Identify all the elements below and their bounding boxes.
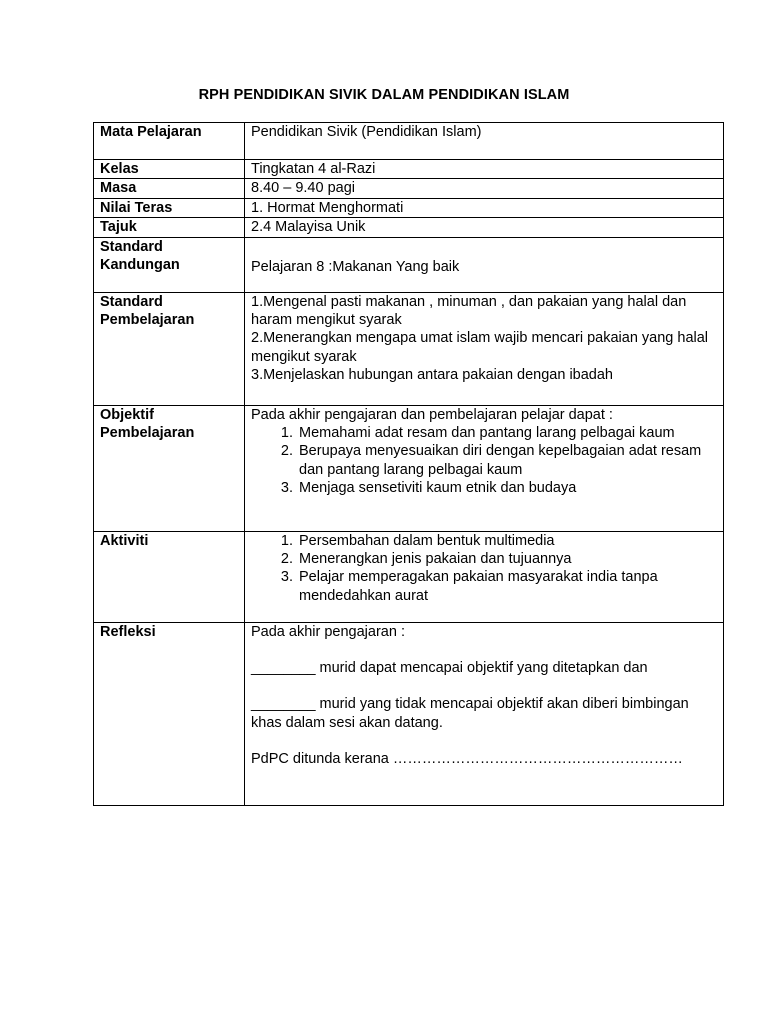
page-title: RPH PENDIDIKAN SIVIK DALAM PENDIDIKAN ISLAM bbox=[198, 87, 570, 103]
label-standard-pembelajaran-line2: Pembelajaran bbox=[100, 312, 195, 329]
label-masa: Masa bbox=[94, 179, 245, 198]
label-aktiviti: Aktiviti bbox=[94, 531, 245, 622]
row-masa bbox=[94, 179, 724, 198]
row-nilai-teras bbox=[94, 198, 724, 217]
value-kelas: Tingkatan 4 al-Razi bbox=[245, 160, 724, 179]
rph-table bbox=[93, 122, 724, 806]
value-refleksi bbox=[245, 622, 724, 805]
label-standard-kandungan bbox=[94, 237, 245, 292]
aktiviti-item: 3. Pelajar memperagakan pakaian masyarakat india tanpa mendedahkan aurat bbox=[297, 568, 717, 605]
row-refleksi bbox=[94, 622, 724, 805]
value-tajuk: 2.4 Malayisa Unik bbox=[245, 218, 724, 237]
refleksi-line2: ________ murid dapat mencapai objektif yang ditetapkan dan bbox=[251, 660, 648, 677]
refleksi-line4: PdPC ditunda kerana …………………………………………………… bbox=[251, 751, 683, 768]
aktiviti-list bbox=[251, 532, 717, 606]
label-objektif-pembelajaran-line1: Objektif bbox=[100, 406, 154, 423]
value-aktiviti bbox=[245, 531, 724, 622]
aktiviti-item: 2. Menerangkan jenis pakaian dan tujuannya bbox=[297, 550, 717, 568]
label-nilai-teras: Nilai Teras bbox=[94, 198, 245, 217]
standard-pembelajaran-item: 3.Menjelaskan hubungan antara pakaian dengan ibadah bbox=[251, 367, 613, 384]
label-kelas: Kelas bbox=[94, 160, 245, 179]
row-objektif-pembelajaran bbox=[94, 405, 724, 531]
value-mata-pelajaran: Pendidikan Sivik (Pendidikan Islam) bbox=[245, 123, 724, 160]
value-nilai-teras: 1. Hormat Menghormati bbox=[245, 198, 724, 217]
value-standard-kandungan bbox=[245, 237, 724, 292]
label-standard-kandungan-line1: Standard bbox=[100, 238, 163, 255]
row-standard-kandungan bbox=[94, 237, 724, 292]
label-standard-kandungan-line2: Kandungan bbox=[100, 257, 180, 274]
row-mata-pelajaran bbox=[94, 123, 724, 160]
row-standard-pembelajaran bbox=[94, 292, 724, 405]
label-tajuk: Tajuk bbox=[94, 218, 245, 237]
refleksi-line3: ________ murid yang tidak mencapai objektif akan diberi bimbingan khas dalam sesi akan datang. bbox=[251, 696, 689, 731]
label-objektif-pembelajaran bbox=[94, 405, 245, 531]
objektif-list bbox=[251, 424, 717, 498]
value-masa: 8.40 – 9.40 pagi bbox=[245, 179, 724, 198]
objektif-item: 3. Menjaga sensetiviti kaum etnik dan budaya bbox=[297, 479, 717, 497]
refleksi-line1: Pada akhir pengajaran : bbox=[251, 623, 405, 640]
label-standard-pembelajaran bbox=[94, 292, 245, 405]
label-objektif-pembelajaran-line2: Pembelajaran bbox=[100, 425, 195, 442]
label-standard-pembelajaran-line1: Standard bbox=[100, 293, 163, 310]
label-mata-pelajaran: Mata Pelajaran bbox=[94, 123, 245, 160]
row-aktiviti bbox=[94, 531, 724, 622]
aktiviti-item: 1. Persembahan dalam bentuk multimedia bbox=[297, 532, 717, 550]
objektif-item: 1. Memahami adat resam dan pantang larang pelbagai kaum bbox=[297, 424, 717, 442]
objektif-item: 2. Berupaya menyesuaikan diri dengan kepelbagaian adat resam dan pantang larang pelbagai kaum bbox=[297, 442, 717, 479]
value-standard-pembelajaran bbox=[245, 292, 724, 405]
value-objektif-pembelajaran bbox=[245, 405, 724, 531]
standard-pembelajaran-item: 2.Menerangkan mengapa umat islam wajib mencari pakaian yang halal mengikut syarak bbox=[251, 330, 709, 365]
label-refleksi: Refleksi bbox=[94, 622, 245, 805]
value-standard-kandungan-text: Pelajaran 8 :Makanan Yang baik bbox=[251, 259, 460, 276]
standard-pembelajaran-item: 1.Mengenal pasti makanan , minuman , dan pakaian yang halal dan haram mengikut syarak bbox=[251, 293, 687, 329]
row-tajuk bbox=[94, 218, 724, 237]
row-kelas bbox=[94, 160, 724, 179]
objektif-intro: Pada akhir pengajaran dan pembelajaran pelajar dapat : bbox=[251, 406, 613, 423]
